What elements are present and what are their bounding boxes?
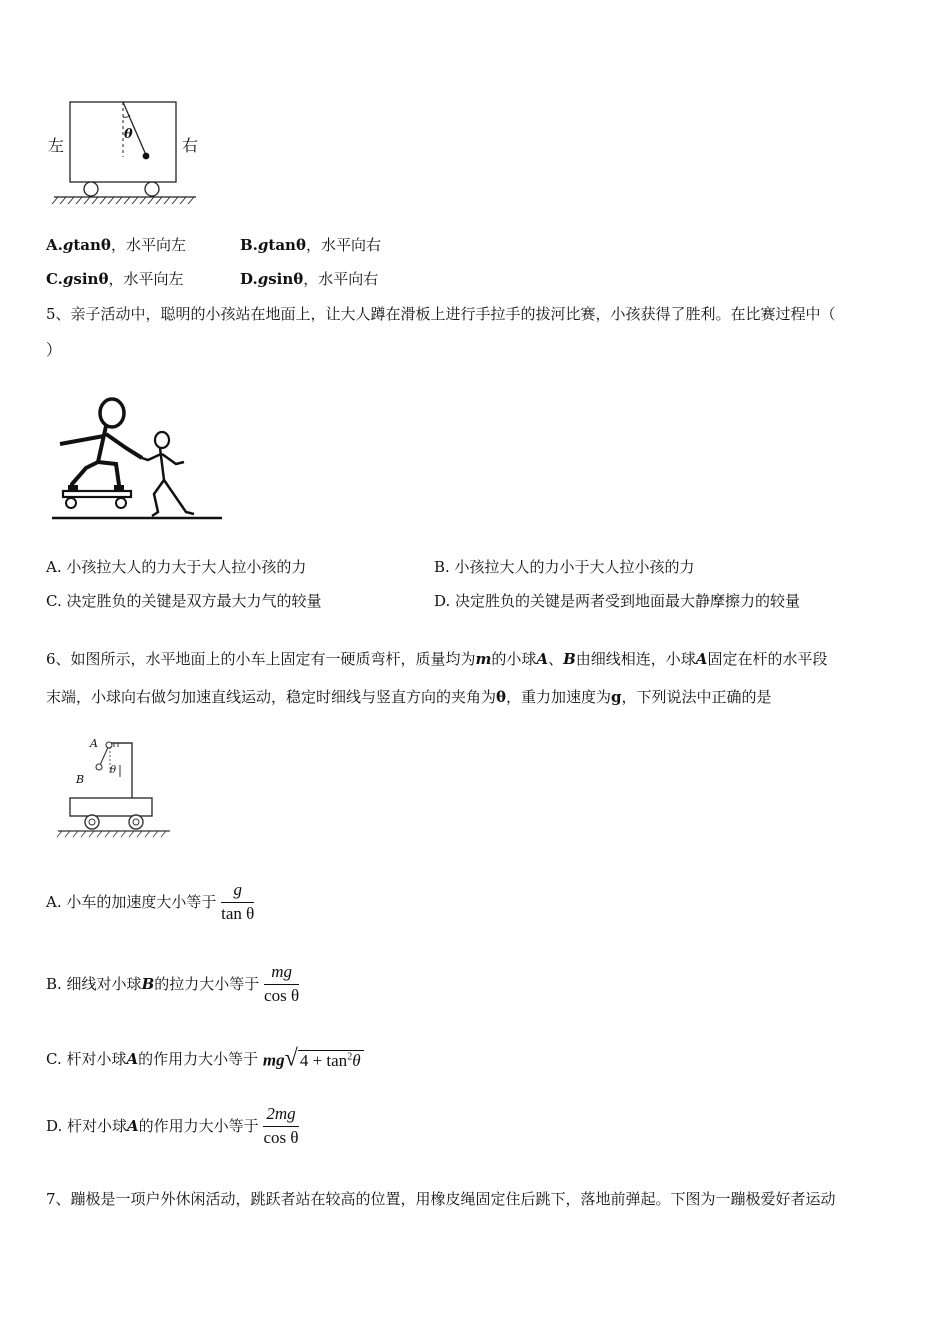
q5-option-c: C. 决定胜负的关键是双方最大力气的较量	[46, 592, 322, 610]
fraction: $\frac{2mg}{\text{cos θ}}$	[263, 1104, 299, 1147]
q5-stem-line2: ）	[46, 341, 62, 359]
q6-option-a: A. 小车的加速度大小等于 $\frac{g}{\text{tan θ}}$	[46, 880, 255, 923]
q4-option-a: A.gtanθ，水平向左	[46, 236, 186, 254]
figure-tug-of-war	[46, 388, 226, 528]
q5-option-d: D. 决定胜负的关键是两者受到地面最大静摩擦力的较量	[434, 592, 801, 610]
theta-label: θ	[124, 127, 133, 142]
fig-label-b: B	[76, 773, 85, 786]
q4-option-b: B.gtanθ，水平向右	[240, 236, 381, 254]
q7-stem-line1: 7、蹦极是一项户外休闲活动，跳跃者站在较高的位置，用橡皮绳固定住后跳下，落地前弹起。下图为一蹦极爱好者运动	[46, 1190, 836, 1208]
q5-stem-line1: 5、亲子活动中，聪明的小孩站在地面上，让大人蹲在滑板上进行手拉手的拔河比赛，小孩获得了胜利。在比赛过程中（	[46, 305, 836, 323]
q6-option-d: D. 杆对小球A的作用力大小等于 $\frac{2mg}{\text{cos θ}}$	[46, 1104, 299, 1147]
fig-theta-label: θ	[110, 765, 117, 776]
fig-label-a: A	[90, 737, 98, 750]
figure-pendulum-cart	[44, 95, 209, 210]
q6-option-b: B. 细线对小球B的拉力大小等于 $\frac{mg}{\text{cos θ}}$	[46, 962, 300, 1005]
q5-option-b: B. 小孩拉大人的力小于大人拉小孩的力	[434, 558, 695, 576]
figure-cart-rod	[52, 735, 177, 843]
q6-stem-line2: 末端，小球向右做匀加速直线运动，稳定时细线与竖直方向的夹角为θ，重力加速度为g，下列说法中正确的是	[46, 688, 772, 706]
q6-option-c: C. 杆对小球A的作用力大小等于 mg√ $4 + \tan^2\theta$	[46, 1047, 364, 1071]
fraction: $\frac{mg}{\text{cos θ}}$	[264, 962, 300, 1005]
q6-stem-line1: 6、如图所示，水平地面上的小车上固定有一硬质弯杆，质量均为m的小球A、B由细线相连，小球A固定在杆的水平段	[46, 650, 828, 668]
q4-option-d: D.gsinθ，水平向右	[240, 270, 379, 288]
left-label: 左	[48, 136, 65, 155]
q4-option-c: C.gsinθ，水平向左	[46, 270, 184, 288]
fraction: $\frac{g}{\text{tan θ}}$	[221, 880, 255, 923]
q5-option-a: A. 小孩拉大人的力大于大人拉小孩的力	[46, 558, 307, 576]
sqrt-expression: mg√ $4 + \tan^2\theta$	[263, 1047, 364, 1071]
right-label: 右	[182, 136, 199, 155]
